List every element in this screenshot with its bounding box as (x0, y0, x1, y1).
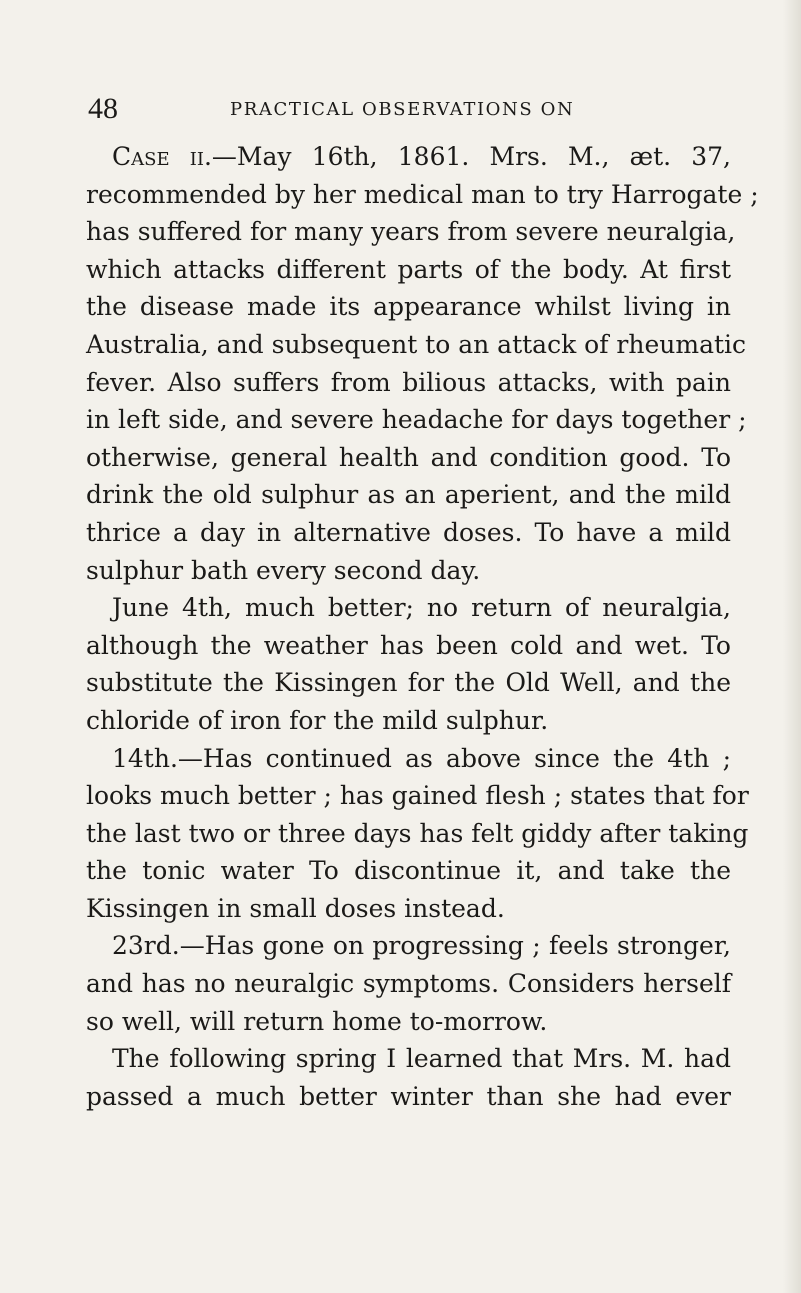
text-line-7: fever. Also suffers from bilious attacks, with pain (86, 367, 731, 397)
text-line-25: The following spring I learned that Mrs. M. had (112, 1044, 731, 1074)
text-line-14: although the weather has been cold and wet. To (86, 630, 731, 660)
text-line-15: substitute the Kissingen for the Old Well, and the (86, 668, 731, 698)
text-line-18: looks much better ; has gained flesh ; states that for (86, 781, 749, 811)
text-line-6: Australia, and subsequent to an attack of rheumatic (86, 329, 747, 359)
text-line-2: recommended by her medical man to try Harrogate ; (86, 179, 759, 209)
text-line-24: so well, will return home to-morrow. (86, 1006, 548, 1036)
text-line-17: 14th.—Has continued as above since the 4th ; (112, 743, 731, 773)
text-line-19: the last two or three days has felt giddy after taking (86, 818, 749, 848)
text-line-20: the tonic water To discontinue it, and take the (86, 856, 731, 886)
text-line-23: and has no neuralgic symptoms. Considers herself (86, 969, 731, 999)
text-line-8: in left side, and severe headache for days together ; (86, 405, 747, 435)
text-line-9: otherwise, general health and condition good. To (86, 442, 731, 472)
text-line-22: 23rd.—Has gone on progressing ; feels stronger, (112, 931, 731, 961)
running-head: PRACTICAL OBSERVATIONS ON (230, 99, 575, 120)
text-line-11: thrice a day in alternative doses. To have a mild (86, 517, 731, 547)
case-label: Case ii. (112, 142, 212, 171)
text-line-5: the disease made its appearance whilst living in (86, 292, 731, 322)
text-line-10: drink the old sulphur as an aperient, and the mild (86, 480, 731, 510)
text-line-4: which attacks different parts of the body. At first (86, 254, 731, 284)
text-line-16: chloride of iron for the mild sulphur. (86, 705, 549, 735)
page-header (88, 92, 728, 136)
page-edge-shadow (783, 0, 801, 1293)
text-line-12: sulphur bath every second day. (86, 555, 481, 585)
case-text (86, 138, 759, 1115)
text-line-1 (86, 138, 731, 176)
text-line-21: Kissingen in small doses instead. (86, 893, 505, 923)
line-1-text: —May 16th, 1861. Mrs. M., æt. 37, (211, 142, 731, 171)
text-line-26: passed a much better winter than she had ever (86, 1081, 731, 1111)
text-line-13: June 4th, much better; no return of neuralgia, (112, 593, 731, 623)
page-number: 48 (88, 92, 118, 125)
text-line-3: has suffered for many years from severe neuralgia, (86, 217, 736, 247)
